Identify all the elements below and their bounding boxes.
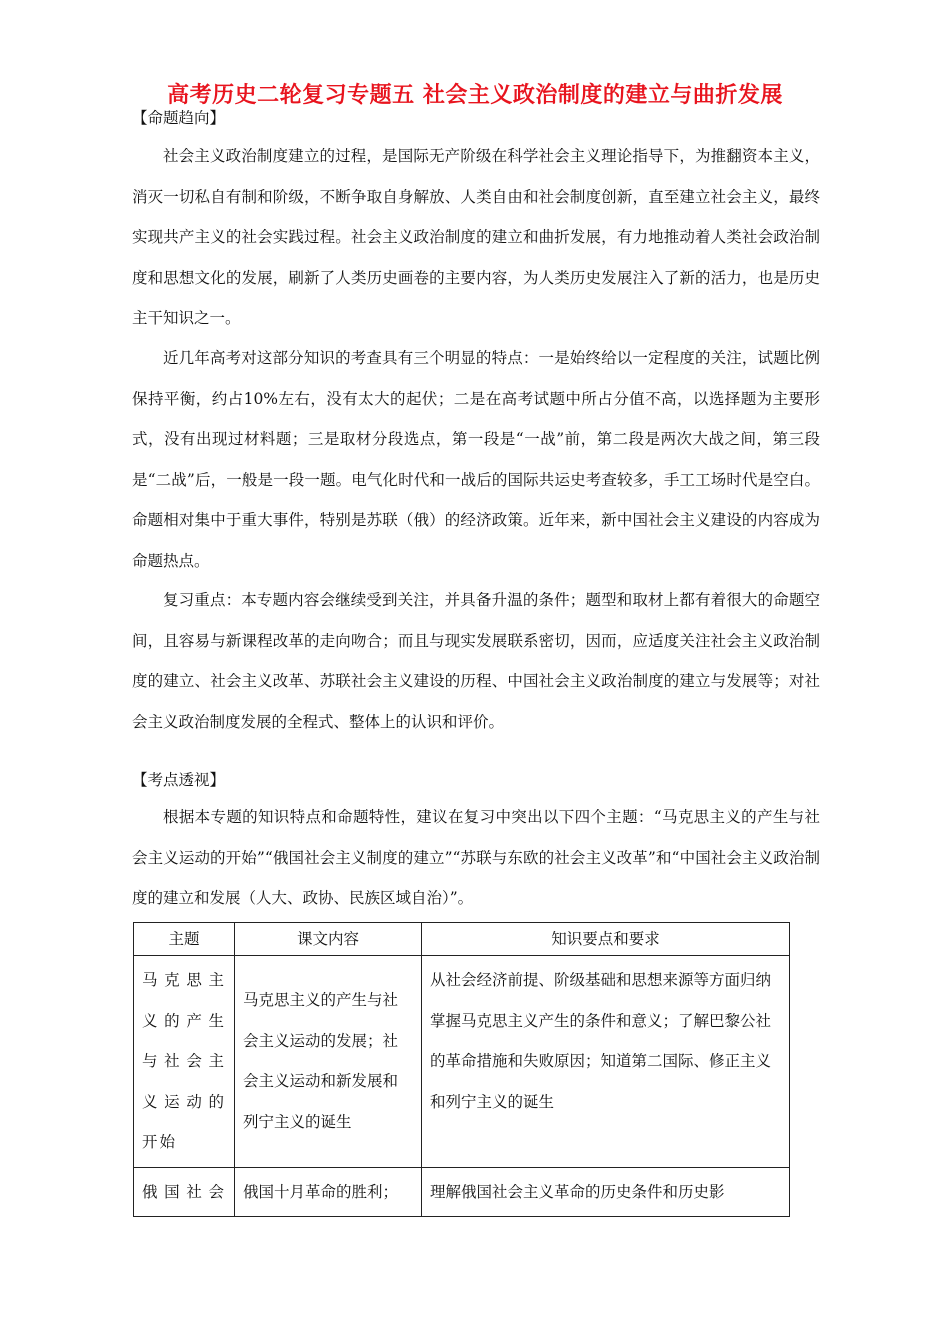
table-header-topic: 主题 bbox=[134, 923, 235, 956]
paragraph-points: 根据本专题的知识特点和命题特性，建议在复习中突出以下四个主题：“马克思主义的产生与社会主义运动的开始”“俄国社会主义制度的建立”“苏联与东欧的社会主义改革”和“中国社会主义政治制度的建立和发展（人大、政协、民族区域自治）”。 bbox=[132, 808, 820, 907]
table-row bbox=[134, 1167, 790, 1217]
paragraph-trend-1: 社会主义政治制度建立的过程，是国际无产阶级在科学社会主义理论指导下，为推翻资本主义，消灭一切私自有制和阶级，不断争取自身解放、人类自由和社会制度创新，直至建立社会主义，最终实现共产主义的社会实践过程。社会主义政治制度的建立和曲折发展，有力地推动着人类社会政治制度和思想文化的发展，刷新了人类历史画卷的主要内容，为人类历史发展注入了新的活力，也是历史主干知识之一。 bbox=[132, 147, 820, 327]
table-cell-content: 马克思主义的产生与社会主义运动的发展；社会主义运动和新发展和列宁主义的诞生 bbox=[235, 956, 422, 1168]
table-cell-requirements: 理解俄国社会主义革命的历史条件和历史影 bbox=[422, 1167, 790, 1217]
topics-table bbox=[133, 922, 790, 1217]
paragraph-trend-2: 近几年高考对这部分知识的考查具有三个明显的特点：一是始终给以一定程度的关注，试题比例保持平衡，约占10%左右，没有太大的起伏；二是在高考试题中所占分值不高，以选择题为主要形式，没有出现过材料题；三是取材分段选点，第一段是“一战”前，第二段是两次大战之间，第三段是“二战”后，一般是一段一题。电气化时代和一战后的国际共运史考查较多，手工工场时代是空白。命题相对集中于重大事件，特别是苏联（俄）的经济政策。近年来，新中国社会主义建设的内容成为命题热点。 bbox=[132, 349, 820, 570]
section-heading-trend: 【命题趋向】 bbox=[132, 109, 226, 127]
section-heading-points: 【考点透视】 bbox=[132, 771, 226, 789]
table-cell-content: 俄国十月革命的胜利； bbox=[235, 1167, 422, 1217]
table-header-row bbox=[134, 923, 790, 956]
document-title: 高考历史二轮复习专题五 社会主义政治制度的建立与曲折发展 bbox=[167, 83, 783, 108]
table-row bbox=[134, 956, 790, 1168]
table-cell-requirements: 从社会经济前提、阶级基础和思想来源等方面归纳掌握马克思主义产生的条件和意义；了解巴黎公社的革命措施和失败原因；知道第二国际、修正主义和列宁主义的诞生 bbox=[422, 956, 790, 1168]
paragraph-trend-3: 复习重点：本专题内容会继续受到关注，并具备升温的条件；题型和取材上都有着很大的命题空间，且容易与新课程改革的走向吻合；而且与现实发展联系密切，因而，应适度关注社会主义政治制度的建立、社会主义改革、苏联社会主义建设的历程、中国社会主义政治制度的建立与发展等；对社会主义政治制度发展的全程式、整体上的认识和评价。 bbox=[132, 591, 820, 731]
table-header-content: 课文内容 bbox=[235, 923, 422, 956]
table-header-requirements: 知识要点和要求 bbox=[422, 923, 790, 956]
table-cell-topic: 俄国社会 bbox=[134, 1167, 235, 1217]
table-cell-topic: 马克思主义的产生与社会主义运动的开始 bbox=[134, 956, 235, 1168]
